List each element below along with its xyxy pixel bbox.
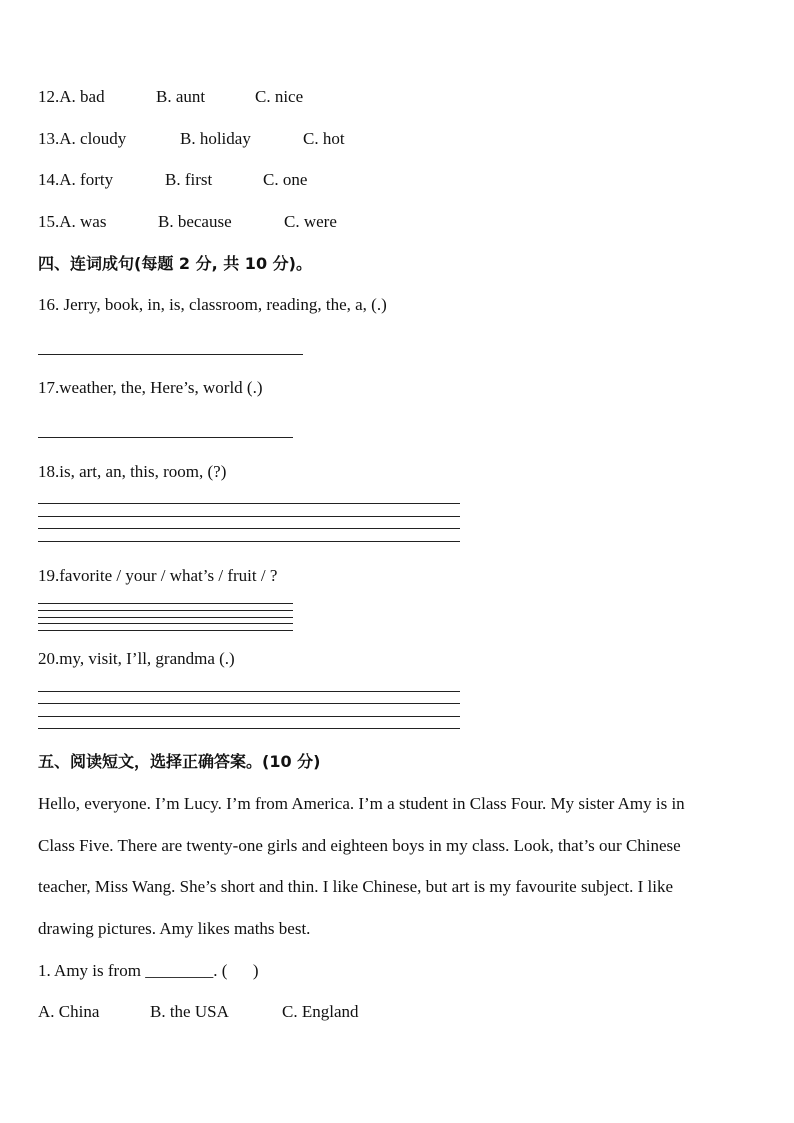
answer-line-19-2[interactable] xyxy=(38,610,293,611)
question-15-option-b: B. because xyxy=(158,212,232,231)
answer-line-19-5[interactable] xyxy=(38,630,293,631)
answer-line-19-3[interactable] xyxy=(38,617,293,618)
question-17: 17.weather, the, Here’s, world (.) xyxy=(38,378,263,397)
answer-line-20-2[interactable] xyxy=(38,703,460,704)
answer-line-20-3[interactable] xyxy=(38,716,460,717)
answer-line-18-1[interactable] xyxy=(38,503,460,504)
question-18: 18.is, art, an, this, room, (?) xyxy=(38,462,227,481)
answer-line-19-4[interactable] xyxy=(38,623,293,624)
answer-line-16[interactable] xyxy=(38,354,303,355)
question-13-option-a: 13.A. cloudy xyxy=(38,129,127,148)
passage-line-4: drawing pictures. Amy likes maths best. xyxy=(38,919,311,938)
question-20: 20.my, visit, I’ll, grandma (.) xyxy=(38,649,235,668)
passage-line-1: Hello, everyone. I’m Lucy. I’m from America. I’m a student in Class Four. My sister Amy is in xyxy=(38,794,685,813)
question-15-option-c: C. were xyxy=(284,212,337,231)
question-12-option-b: B. aunt xyxy=(156,87,206,106)
question-16: 16. Jerry, book, in, is, classroom, reading, the, a, (.) xyxy=(38,295,387,314)
reading-question-1: 1. Amy is from ________. ( ) xyxy=(38,961,259,980)
reading-question-1-option-c: C. England xyxy=(282,1002,359,1021)
answer-line-18-2[interactable] xyxy=(38,516,460,517)
question-13-option-c: C. hot xyxy=(303,129,345,148)
answer-line-18-4[interactable] xyxy=(38,541,460,542)
question-13-option-b: B. holiday xyxy=(180,129,251,148)
reading-question-1-option-a: A. China xyxy=(38,1002,100,1021)
answer-line-20-4[interactable] xyxy=(38,728,460,729)
question-14-option-c: C. one xyxy=(263,170,308,189)
section-5-heading: 五、阅读短文，选择正确答案。(10 分) xyxy=(38,752,321,771)
answer-line-17[interactable] xyxy=(38,437,293,438)
answer-line-19-1[interactable] xyxy=(38,603,293,604)
question-12-option-c: C. nice xyxy=(255,87,304,106)
passage-line-3: teacher, Miss Wang. She’s short and thin. I like Chinese, but art is my favourite subject. I like xyxy=(38,877,674,896)
section-4-heading: 四、连词成句(每题 2 分, 共 10 分)。 xyxy=(38,254,312,273)
passage-line-2: Class Five. There are twenty-one girls and eighteen boys in my class. Look, that’s our Chinese xyxy=(38,836,681,855)
question-15-option-a: 15.A. was xyxy=(38,212,107,231)
reading-question-1-option-b: B. the USA xyxy=(150,1002,229,1021)
question-14-option-a: 14.A. forty xyxy=(38,170,114,189)
question-12-option-a: 12.A. bad xyxy=(38,87,105,106)
question-19: 19.favorite / your / what’s / fruit / ? xyxy=(38,566,278,585)
answer-line-20-1[interactable] xyxy=(38,691,460,692)
question-14-option-b: B. first xyxy=(165,170,213,189)
answer-line-18-3[interactable] xyxy=(38,528,460,529)
